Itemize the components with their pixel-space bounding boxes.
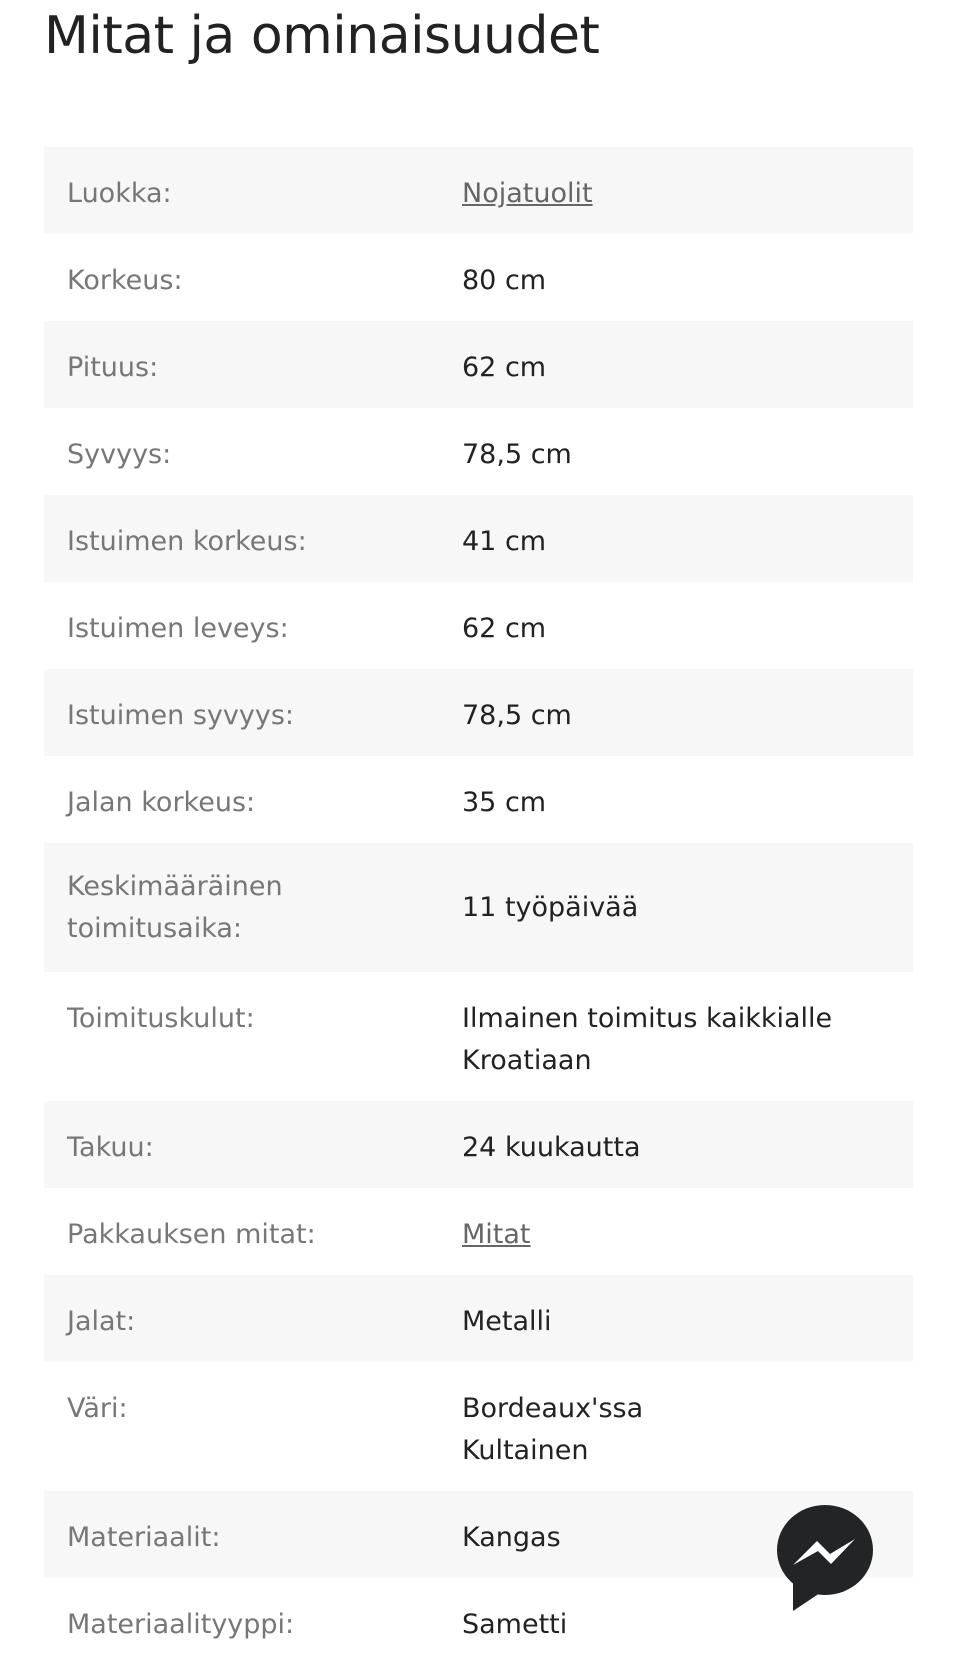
row-value: Bordeaux'ssa Kultainen [462, 1393, 644, 1466]
row-value: 80 cm [462, 265, 547, 296]
row-value-link[interactable]: Mitat [462, 1219, 531, 1250]
row-label: Materiaalit: [67, 1522, 221, 1553]
row-label: Istuimen syvyys: [67, 700, 294, 731]
row-value: 35 cm [462, 787, 547, 818]
table-row [44, 147, 913, 234]
table-row [44, 321, 913, 408]
row-value: 41 cm [462, 526, 547, 557]
table-row [44, 234, 913, 321]
table-row [44, 1362, 913, 1491]
row-label: Korkeus: [67, 265, 183, 296]
row-value-link[interactable]: Nojatuolit [462, 178, 593, 209]
table-row [44, 408, 913, 495]
table-row [44, 669, 913, 756]
row-label: Väri: [67, 1393, 128, 1424]
row-value: 11 työpäivää [462, 891, 639, 923]
row-value: Metalli [462, 1306, 552, 1337]
table-row [44, 756, 913, 843]
row-value [462, 1214, 913, 1256]
row-label: Takuu: [67, 1132, 154, 1163]
page-title: Mitat ja ominaisuudet [44, 6, 600, 66]
row-label: Syvyys: [67, 439, 172, 470]
row-value [462, 173, 913, 215]
row-value: 62 cm [462, 352, 547, 383]
table-row [44, 843, 913, 972]
row-value: 78,5 cm [462, 700, 572, 731]
table-row [44, 582, 913, 669]
row-label: Jalat: [67, 1306, 136, 1337]
table-row [44, 1275, 913, 1362]
row-value: Sametti [462, 1609, 568, 1640]
row-value: Ilmainen toimitus kaikkialle Kroatiaan [462, 1003, 833, 1076]
row-value: Kangas [462, 1522, 561, 1553]
row-label: Materiaalityyppi: [67, 1609, 295, 1640]
specs-table [44, 147, 913, 1665]
table-row [44, 1101, 913, 1188]
row-label: Istuimen korkeus: [67, 526, 307, 557]
row-label: Luokka: [67, 178, 172, 209]
row-label: Pakkauksen mitat: [67, 1219, 316, 1250]
table-row [44, 972, 913, 1101]
row-value: 62 cm [462, 613, 547, 644]
messenger-icon[interactable] [775, 1503, 875, 1611]
row-value: 78,5 cm [462, 439, 572, 470]
row-label: Jalan korkeus: [67, 787, 256, 818]
table-row [44, 1188, 913, 1275]
row-label: Toimituskulut: [67, 1003, 255, 1034]
row-label: Pituus: [67, 352, 159, 383]
row-label: Istuimen leveys: [67, 613, 289, 644]
row-value: 24 kuukautta [462, 1132, 641, 1163]
table-row [44, 495, 913, 582]
row-label: Keskimääräinen toimitusaika: [67, 870, 283, 944]
